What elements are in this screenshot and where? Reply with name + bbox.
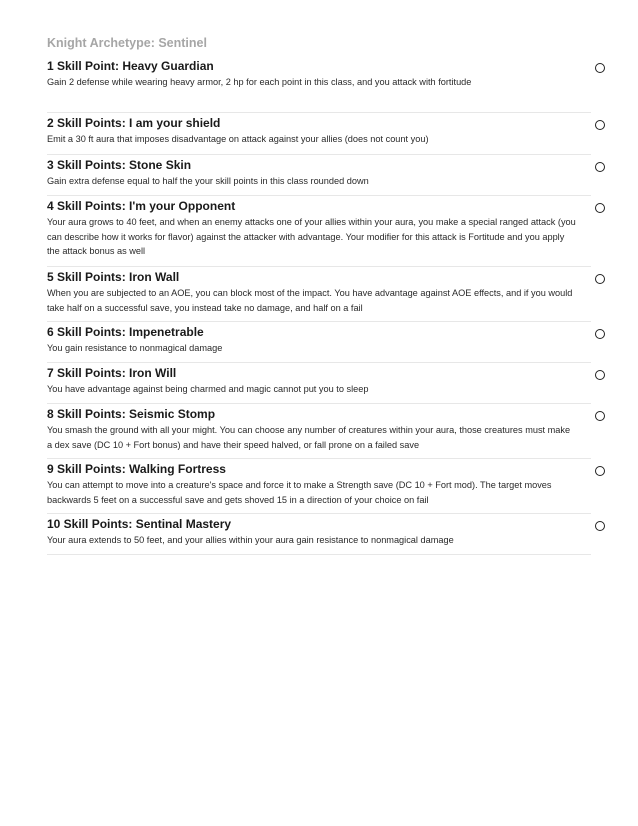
- item-title: 7 Skill Points: Iron Will: [47, 366, 177, 380]
- list-item: [47, 406, 591, 459]
- item-title: 3 Skill Points: Stone Skin: [47, 158, 192, 172]
- item-title: 6 Skill Points: Impenetrable: [47, 325, 204, 339]
- item-description: Emit a 30 ft aura that imposes disadvantage on attack against your allies (does not count you): [47, 134, 429, 144]
- completion-radio-button[interactable]: [595, 411, 605, 421]
- item-title: 8 Skill Points: Seismic Stomp: [47, 407, 216, 421]
- completion-radio-button[interactable]: [595, 466, 605, 476]
- list-item: [47, 516, 591, 555]
- item-description: You gain resistance to nonmagical damage: [47, 343, 223, 353]
- list-item: [47, 115, 591, 155]
- completion-radio-button[interactable]: [595, 521, 605, 531]
- completion-radio-button[interactable]: [595, 370, 605, 380]
- completion-radio-button[interactable]: [595, 162, 605, 172]
- completion-radio-button[interactable]: [595, 329, 605, 339]
- completion-radio-button[interactable]: [595, 274, 605, 284]
- document-title: Knight Archetype: Sentinel: [47, 36, 207, 50]
- item-description: You smash the ground with all your might. You can choose any number of creatures within your aura, those creatures must make a dex save (DC 10 + Fort bonus) and have their speed halved, or fall prone on a failed save: [47, 425, 571, 450]
- item-title: 2 Skill Points: I am your shield: [47, 116, 221, 130]
- item-description: You can attempt to move into a creature's space and force it to make a Strength save (DC 10 + Fort mod). The target moves backwards 5 feet on a successful save and gets shoved 15 in a direction of your choice on fail: [47, 480, 552, 505]
- completion-radio-button[interactable]: [595, 203, 605, 213]
- list-item: [47, 461, 591, 514]
- list-item: [47, 324, 591, 363]
- item-description: When you are subjected to an AOE, you can block most of the impact. You have advantage against AOE effects, and if you would take half on a successful save, you instead take no damage, and half on a fail: [47, 288, 573, 313]
- item-title: 9 Skill Points: Walking Fortress: [47, 462, 226, 476]
- item-title: 1 Skill Point: Heavy Guardian: [47, 59, 214, 73]
- completion-radio-button[interactable]: [595, 63, 605, 73]
- list-item: [47, 365, 591, 404]
- item-title: 10 Skill Points: Sentinal Mastery: [47, 517, 232, 531]
- list-item: [47, 269, 591, 322]
- item-description: Gain extra defense equal to half the your skill points in this class rounded down: [47, 176, 369, 186]
- item-description: Gain 2 defense while wearing heavy armor, 2 hp for each point in this class, and you attack with fortitude: [47, 77, 472, 87]
- item-title: 4 Skill Points: I'm your Opponent: [47, 199, 236, 213]
- completion-radio-button[interactable]: [595, 120, 605, 130]
- list-item: [47, 198, 591, 267]
- list-item: [47, 58, 591, 113]
- list-item: [47, 157, 591, 196]
- item-description: You have advantage against being charmed and magic cannot put you to sleep: [47, 384, 369, 394]
- item-description: Your aura grows to 40 feet, and when an enemy attacks one of your allies within your aura, you make a special ranged attack (you can describe how it works for flavor) against the attacker with advantage. Your modifier for this attack is Fortitude and you apply the attack bonus as well: [47, 217, 576, 256]
- item-description: Your aura extends to 50 feet, and your allies within your aura gain resistance to nonmagical damage: [47, 535, 454, 545]
- document-page: [47, 34, 591, 555]
- item-title: 5 Skill Points: Iron Wall: [47, 270, 180, 284]
